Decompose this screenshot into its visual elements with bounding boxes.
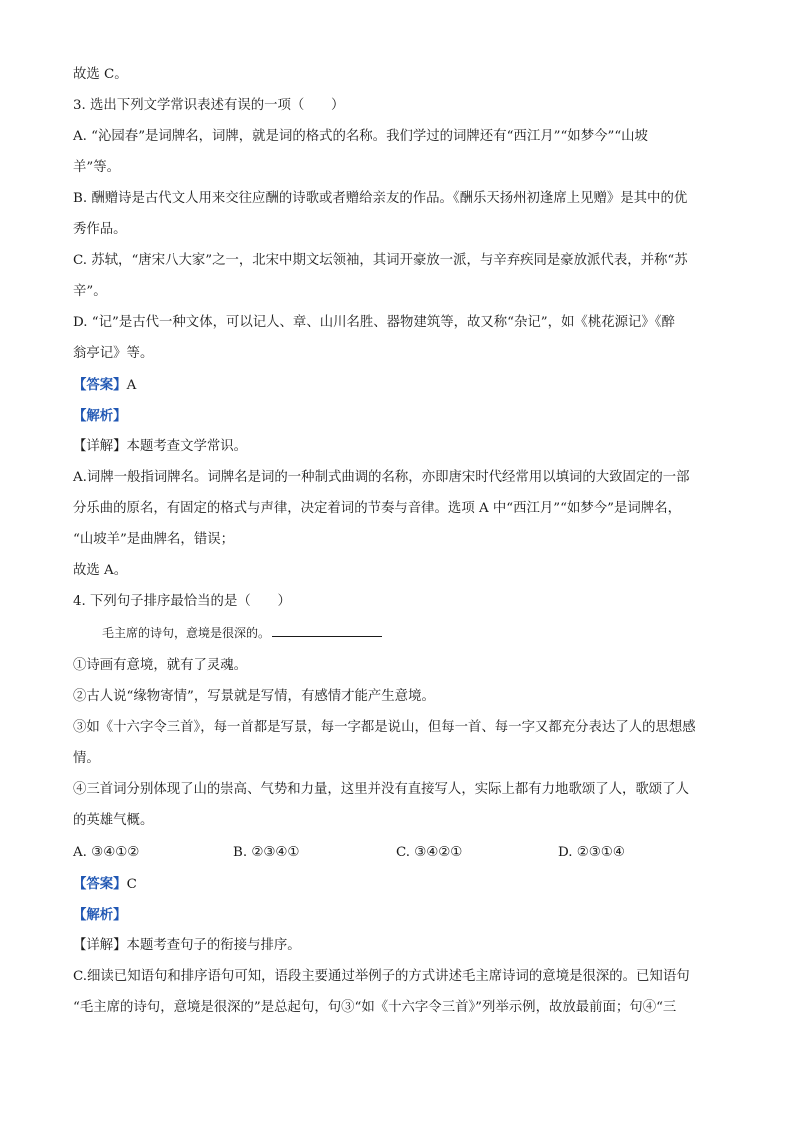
text-line: “毛主席的诗句，意境是很深的”是总起句，句③“如《十六字令三首》”列举示例，故放最前面；句④“三 (73, 1000, 677, 1015)
q4-option-d: D. ②③①④ (558, 845, 625, 860)
text-line: 辛”。 (73, 284, 107, 299)
detail-line: 【详解】本题考查文学常识。 (73, 439, 248, 454)
answer-line-q3 (73, 375, 136, 396)
sentence-4: ④三首词分别体现了山的崇高、气势和力量，这里并没有直接写人，实际上都有力地歌颂了人，歌颂了人 (73, 782, 689, 797)
text-line: 秀作品。 (73, 222, 127, 237)
answer-tag: 【答案】 (73, 377, 127, 393)
option-b: B. 酬赠诗是古代文人用来交往应酬的诗歌或者赠给亲友的作品。《酬乐天扬州初逢席上见赠》是其中的优 (73, 191, 688, 206)
q4-option-b: B. ②③④① (233, 845, 300, 860)
option-a: A. “沁园春”是词牌名，词牌，就是词的格式的名称。我们学过的词牌还有“西江月”“如梦今”“山坡 (73, 129, 648, 144)
sentence-1: ①诗画有意境，就有了灵魂。 (73, 658, 248, 673)
detail-line: 【详解】本题考查句子的衔接与排序。 (73, 938, 301, 953)
analysis-tag: 【解析】 (73, 408, 127, 424)
text-line: 情。 (73, 751, 100, 766)
text-line: “山坡羊”是曲牌名，错误； (73, 532, 234, 547)
text-line: A.词牌一般指词牌名。词牌名是词的一种制式曲调的名称，亦即唐宋时代经常用以填词的大致固定的一部 (73, 470, 690, 485)
text-line: 分乐曲的原名，有固定的格式与声律，决定着词的节奏与音律。选项 A 中“西江月”“如梦今”是词牌名， (73, 501, 681, 516)
question-4-stem: 4. 下列句子排序最恰当的是（ ） (73, 594, 291, 609)
q4-option-c: C. ③④②① (396, 845, 463, 860)
option-c: C. 苏轼，“唐宋八大家”之一，北宋中期文坛领袖，其词开豪放一派，与辛弃疾同是豪放派代表，并称“苏 (73, 253, 688, 268)
analysis-tag: 【解析】 (73, 907, 127, 923)
text-line: 翁亭记》等。 (73, 346, 154, 361)
question-3-stem: 3. 选出下列文学常识表述有误的一项（ ） (73, 98, 345, 113)
q4-option-a: A. ③④①② (73, 845, 140, 860)
answer-value: C (126, 877, 137, 892)
text-line: C.细读已知语句和排序语句可知，语段主要通过举例子的方式讲述毛主席诗词的意境是很深的。已知语句 (73, 969, 690, 984)
answer-line-q4 (73, 874, 137, 895)
text-line: 故选 C。 (73, 67, 128, 82)
given-sentence-text: 毛主席的诗句，意境是很深的。 (102, 626, 271, 640)
answer-value: A (126, 378, 137, 393)
text-line: 羊”等。 (73, 160, 121, 175)
sentence-3: ③如《十六字令三首》，每一首都是写景，每一字都是说山，但每一首、每一字又都充分表达了人的思想感 (73, 720, 696, 735)
sentence-2: ②古人说“缘物寄情”，写景就是写情，有感情才能产生意境。 (73, 689, 435, 704)
text-line: 的英雄气概。 (73, 813, 154, 828)
fill-blank (272, 624, 382, 637)
answer-tag: 【答案】 (73, 876, 127, 892)
given-sentence (102, 623, 382, 644)
option-d: D. “记”是古代一种文体，可以记人、章、山川名胜、器物建筑等，故又称“杂记”，如《桃花源记》《醉 (73, 315, 675, 330)
text-line: 故选 A。 (73, 563, 128, 578)
